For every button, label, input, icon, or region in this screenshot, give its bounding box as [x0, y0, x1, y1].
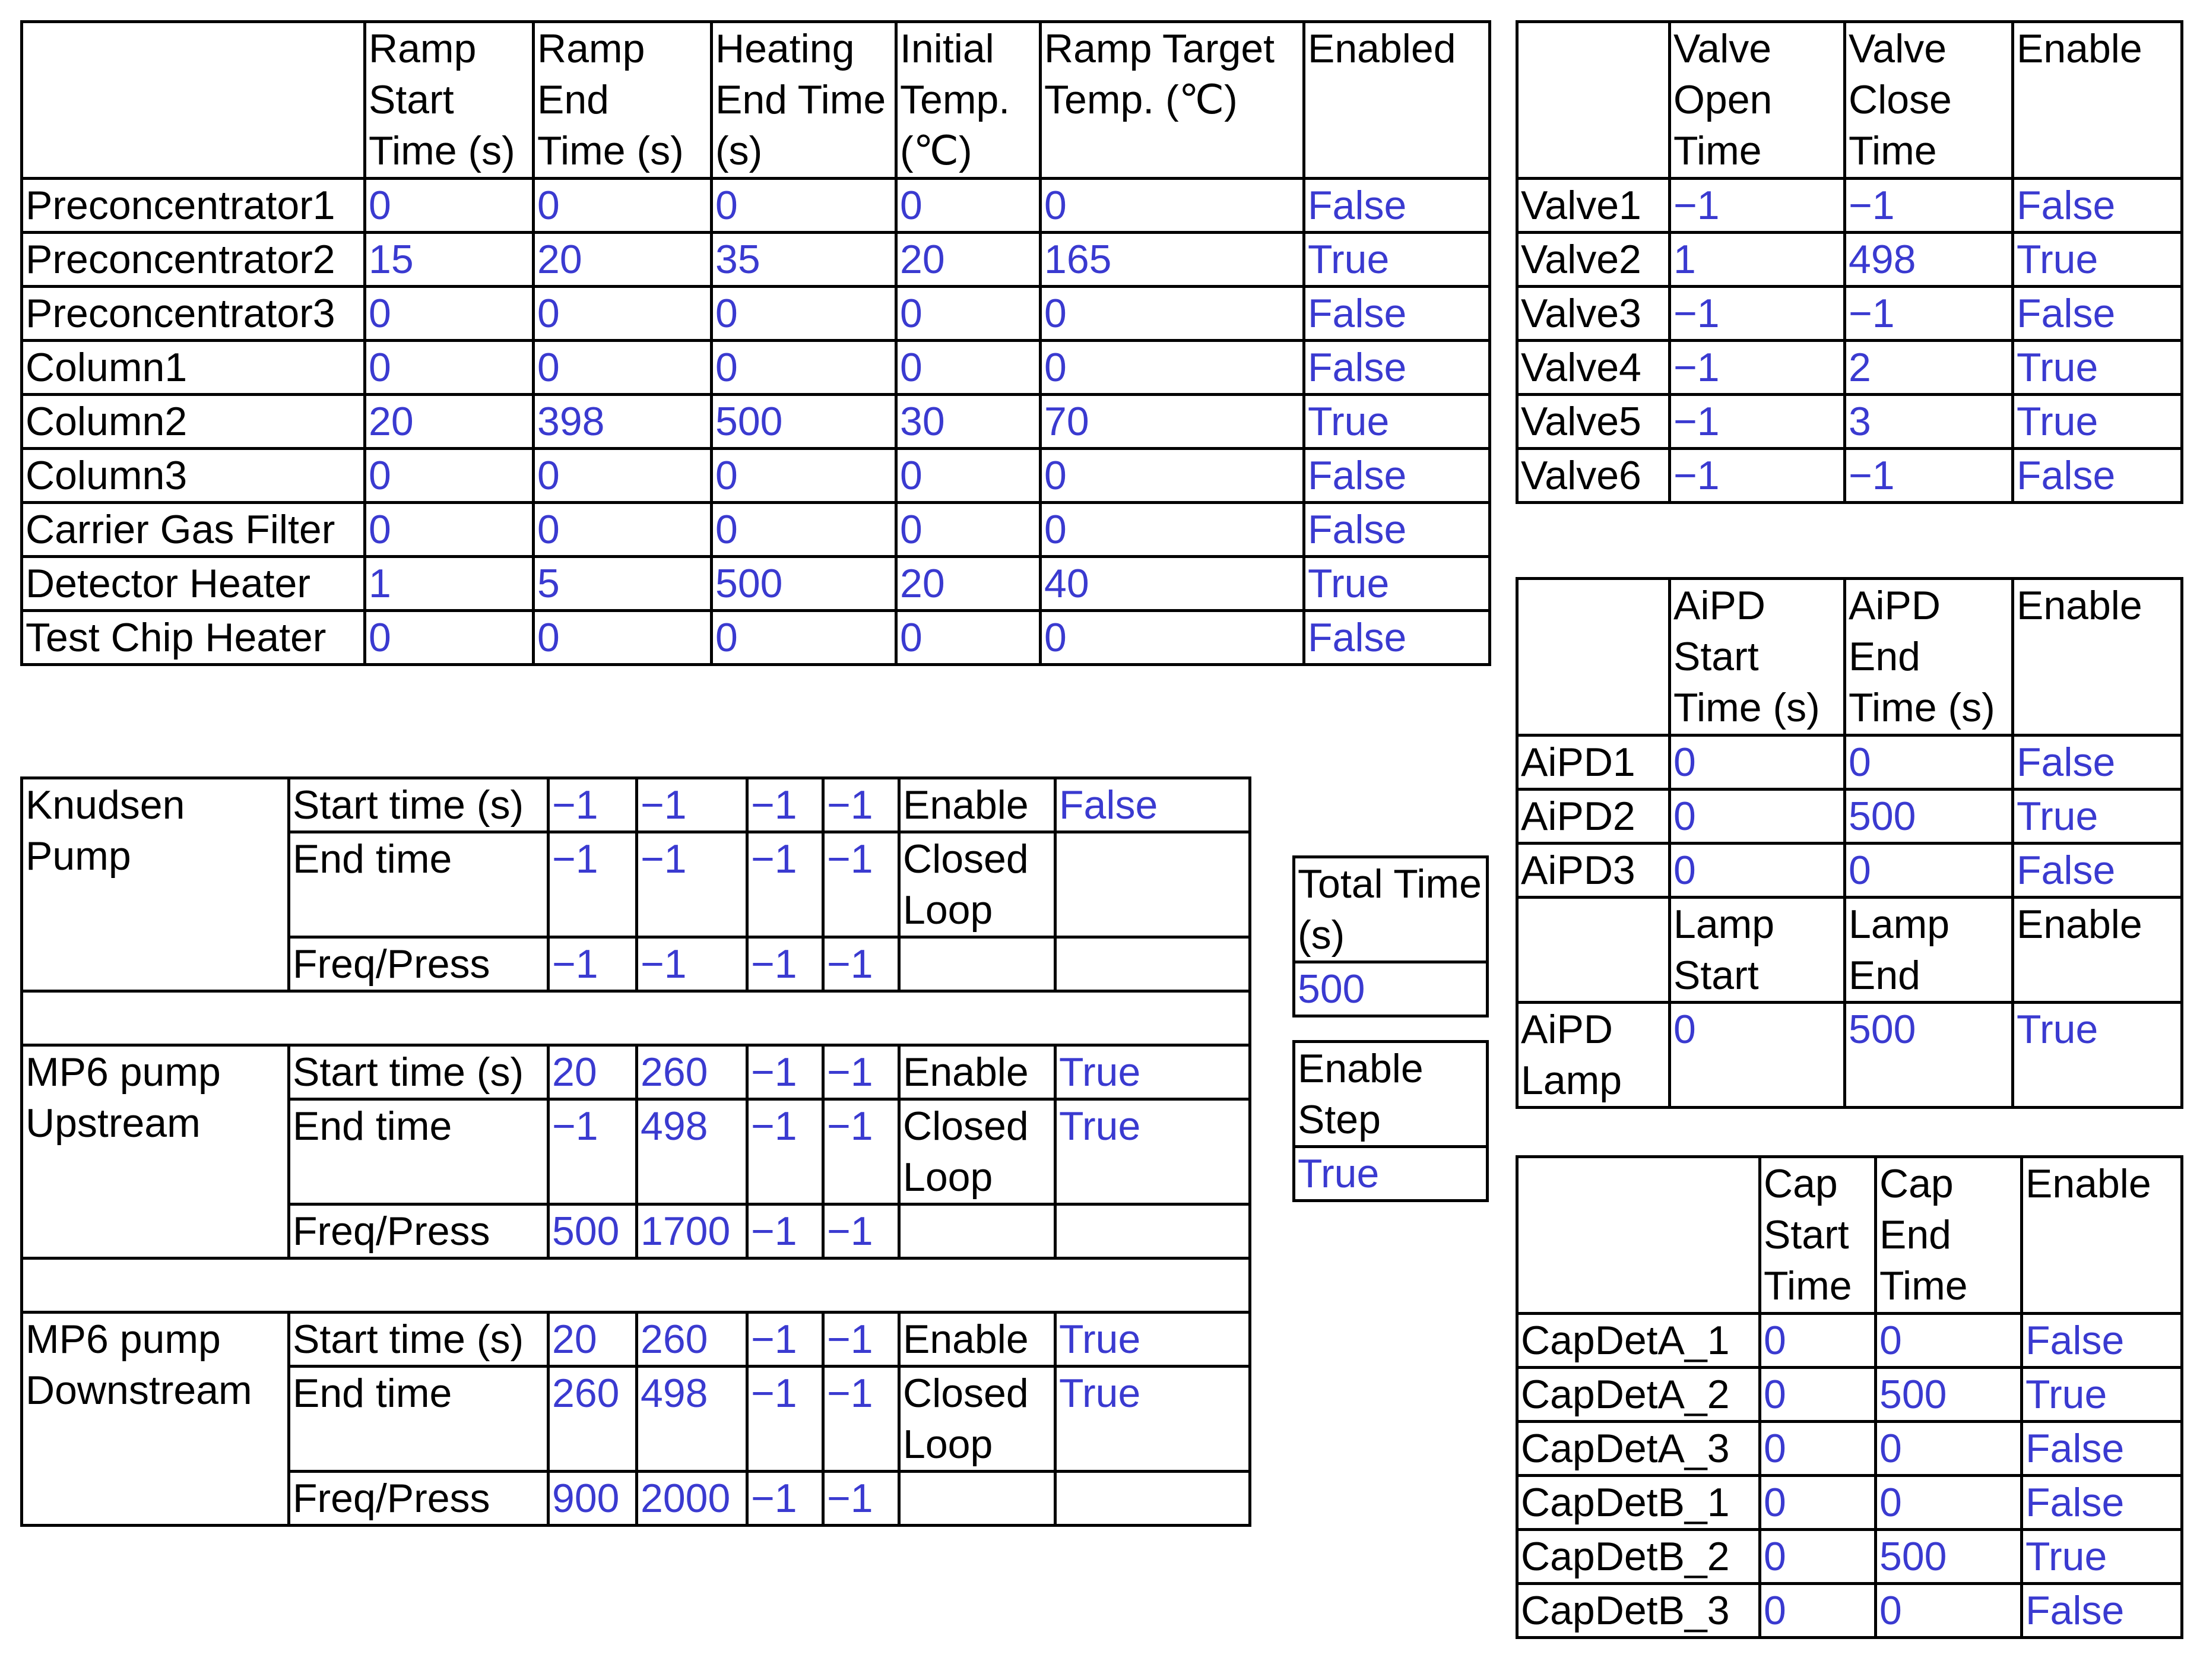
row-label: End time	[289, 1367, 549, 1472]
capdet-table	[1516, 1155, 2183, 1639]
value-cell[interactable]: 20	[534, 233, 712, 287]
value-cell[interactable]: 0	[1876, 1476, 2022, 1530]
pump-table-body	[22, 778, 1250, 1526]
value-cell[interactable]: 498	[637, 1099, 747, 1204]
column-header: AiPD Start Time (s)	[1670, 579, 1845, 736]
row-label: CapDetA_1	[1517, 1314, 1760, 1368]
row-label: CapDetA_3	[1517, 1422, 1760, 1476]
enable-label: Enable	[899, 778, 1055, 832]
value-cell[interactable]: False	[1304, 179, 1490, 233]
closed-loop-label: Closed Loop	[899, 1367, 1055, 1472]
value-cell[interactable]: −1	[747, 1045, 823, 1099]
value-cell[interactable]: 500	[1876, 1368, 2022, 1422]
value-cell[interactable]: 0	[1041, 611, 1304, 665]
header-row	[1517, 579, 2182, 736]
value-cell[interactable]: True	[2022, 1368, 2182, 1422]
row-label: End time	[289, 1099, 549, 1204]
value-cell[interactable]: 1700	[637, 1204, 747, 1259]
value-cell[interactable]: 260	[549, 1367, 637, 1472]
table-row	[1517, 287, 2182, 341]
value-cell[interactable]: −1	[1670, 179, 1845, 233]
closed-loop-value[interactable]: True	[1055, 1099, 1250, 1204]
valve-table	[1516, 20, 2183, 504]
table-row	[22, 395, 1490, 449]
value-cell[interactable]: 500	[712, 557, 896, 611]
value-cell[interactable]: 0	[1041, 341, 1304, 395]
value-cell[interactable]: 20	[896, 557, 1041, 611]
value-cell[interactable]: −1	[637, 832, 747, 937]
value-cell[interactable]: 500	[1845, 1003, 2013, 1108]
row-label: Freq/Press	[289, 937, 549, 991]
value-cell[interactable]: 15	[365, 233, 534, 287]
value-cell[interactable]: 0	[365, 341, 534, 395]
pump-name: Knudsen Pump	[22, 778, 289, 991]
table-row	[1517, 1584, 2182, 1638]
row-label: Start time (s)	[289, 1313, 549, 1367]
value-cell[interactable]: True	[2013, 1003, 2182, 1108]
value-cell[interactable]: −1	[747, 1204, 823, 1259]
row-label: End time	[289, 832, 549, 937]
row-label: CapDetB_1	[1517, 1476, 1760, 1530]
table-row	[22, 557, 1490, 611]
value-cell[interactable]: 0	[1760, 1530, 1876, 1584]
value-cell[interactable]: 0	[365, 611, 534, 665]
column-header: Lamp Start	[1670, 898, 1845, 1003]
column-header: Ramp End Time (s)	[534, 22, 712, 179]
value-cell[interactable]: 5	[534, 557, 712, 611]
table-row	[1517, 179, 2182, 233]
value-cell[interactable]: True	[2013, 790, 2182, 844]
header-row	[1517, 22, 2182, 179]
table-row	[1517, 1314, 2182, 1368]
value-cell[interactable]: False	[1304, 341, 1490, 395]
column-header	[1517, 898, 1670, 1003]
value-cell[interactable]: −1	[823, 1099, 899, 1204]
value-cell[interactable]: 900	[549, 1472, 637, 1526]
empty-cell	[899, 1472, 1055, 1526]
column-header: Cap End Time	[1876, 1157, 2022, 1314]
value-cell[interactable]: False	[1304, 449, 1490, 503]
value-cell[interactable]: −1	[1845, 287, 2013, 341]
value-cell[interactable]: −1	[1670, 341, 1845, 395]
value-cell[interactable]: −1	[549, 832, 637, 937]
value-cell[interactable]: 0	[1041, 449, 1304, 503]
value-cell[interactable]: −1	[1845, 449, 2013, 503]
column-header	[22, 22, 365, 179]
column-header: Enable	[2013, 579, 2182, 736]
value-cell[interactable]: True	[2013, 233, 2182, 287]
empty-cell	[899, 937, 1055, 991]
row-label: Valve2	[1517, 233, 1670, 287]
table-row	[22, 611, 1490, 665]
value-cell[interactable]: False	[2013, 179, 2182, 233]
row-label: Freq/Press	[289, 1472, 549, 1526]
row-label: Preconcentrator1	[22, 179, 365, 233]
row-label: AiPD1	[1517, 736, 1670, 790]
value-cell[interactable]: 0	[1876, 1314, 2022, 1368]
value-cell[interactable]: True	[2022, 1530, 2182, 1584]
value-cell[interactable]: 3	[1845, 395, 2013, 449]
pump-table	[20, 776, 1251, 1527]
value-cell[interactable]: −1	[747, 1472, 823, 1526]
empty-cell	[1055, 1204, 1250, 1259]
value-cell[interactable]: 0	[534, 503, 712, 557]
value-cell[interactable]: −1	[823, 778, 899, 832]
value-cell[interactable]: False	[1304, 611, 1490, 665]
lamp-header-row	[1517, 898, 2182, 1003]
row-label: CapDetA_2	[1517, 1368, 1760, 1422]
column-header: Ramp Target Temp. (℃)	[1041, 22, 1304, 179]
value-cell[interactable]: 0	[896, 179, 1041, 233]
value-cell[interactable]: 0	[712, 341, 896, 395]
value-cell[interactable]: False	[2013, 844, 2182, 898]
value-cell[interactable]: 20	[896, 233, 1041, 287]
value-cell[interactable]: 500	[712, 395, 896, 449]
row-label: Carrier Gas Filter	[22, 503, 365, 557]
value-cell[interactable]: 0	[1876, 1422, 2022, 1476]
value-cell[interactable]: 0	[712, 449, 896, 503]
value-cell[interactable]: 0	[365, 287, 534, 341]
column-header: Enable	[2013, 22, 2182, 179]
column-header: Lamp End	[1845, 898, 2013, 1003]
value-cell[interactable]: 0	[896, 449, 1041, 503]
enable-step-label: Enable Step	[1294, 1042, 1488, 1147]
table-row	[1517, 1422, 2182, 1476]
value-cell[interactable]: 0	[1876, 1584, 2022, 1638]
value-cell[interactable]: −1	[823, 1045, 899, 1099]
value-cell[interactable]: −1	[549, 937, 637, 991]
column-header: Enable	[2013, 898, 2182, 1003]
value-cell[interactable]: 0	[1760, 1422, 1876, 1476]
value-cell[interactable]: 0	[365, 503, 534, 557]
total-time-box	[1292, 855, 1489, 1017]
column-header: Valve Open Time	[1670, 22, 1845, 179]
value-cell[interactable]: 0	[365, 179, 534, 233]
aipd-table-body	[1517, 579, 2182, 1108]
capdet-table-body	[1517, 1157, 2182, 1638]
value-cell[interactable]: −1	[823, 832, 899, 937]
value-cell[interactable]: −1	[823, 937, 899, 991]
enable-step-value[interactable]: True	[1294, 1147, 1488, 1201]
value-cell[interactable]: 0	[1041, 179, 1304, 233]
table-row	[1517, 1476, 2182, 1530]
row-label: Detector Heater	[22, 557, 365, 611]
closed-loop-label: Closed Loop	[899, 832, 1055, 937]
value-cell[interactable]: 40	[1041, 557, 1304, 611]
table-row	[1517, 233, 2182, 287]
value-cell[interactable]: −1	[1670, 395, 1845, 449]
value-cell[interactable]: 35	[712, 233, 896, 287]
value-cell[interactable]: 0	[712, 503, 896, 557]
row-label: Preconcentrator2	[22, 233, 365, 287]
column-header: Cap Start Time	[1760, 1157, 1876, 1314]
column-header	[1517, 1157, 1760, 1314]
table-row	[1517, 1368, 2182, 1422]
empty-cell	[1055, 937, 1250, 991]
table-row	[22, 179, 1490, 233]
value-cell[interactable]: −1	[747, 937, 823, 991]
value-cell[interactable]: False	[2022, 1476, 2182, 1530]
value-cell[interactable]: −1	[549, 778, 637, 832]
empty-cell	[1055, 1472, 1250, 1526]
value-cell[interactable]: 260	[637, 1313, 747, 1367]
value-cell[interactable]: 500	[1876, 1530, 2022, 1584]
pump-start-row	[22, 1045, 1250, 1099]
value-cell[interactable]: −1	[823, 1204, 899, 1259]
value-cell[interactable]: 0	[1670, 736, 1845, 790]
value-cell[interactable]: False	[1304, 503, 1490, 557]
table-row	[1517, 844, 2182, 898]
aipd-table	[1516, 577, 2183, 1109]
enable-label: Enable	[899, 1045, 1055, 1099]
value-cell[interactable]: 0	[534, 179, 712, 233]
row-label: Freq/Press	[289, 1204, 549, 1259]
row-label: Column3	[22, 449, 365, 503]
value-cell[interactable]: 0	[1670, 1003, 1845, 1108]
heater-table-body	[22, 22, 1490, 665]
value-cell[interactable]: False	[2022, 1314, 2182, 1368]
value-cell[interactable]: 2000	[637, 1472, 747, 1526]
value-cell[interactable]: 0	[712, 611, 896, 665]
value-cell[interactable]: False	[2013, 287, 2182, 341]
pump-start-row	[22, 1313, 1250, 1367]
value-cell[interactable]: 1	[365, 557, 534, 611]
row-label: Valve3	[1517, 287, 1670, 341]
value-cell[interactable]: −1	[1670, 449, 1845, 503]
value-cell[interactable]: 20	[549, 1045, 637, 1099]
table-row	[22, 233, 1490, 287]
valve-table-body	[1517, 22, 2182, 503]
value-cell[interactable]: 0	[712, 179, 896, 233]
value-cell[interactable]: 0	[1760, 1368, 1876, 1422]
table-row	[1517, 1530, 2182, 1584]
total-time-label: Total Time (s)	[1294, 857, 1488, 962]
column-header: AiPD End Time (s)	[1845, 579, 2013, 736]
column-header: Valve Close Time	[1845, 22, 2013, 179]
enable-value[interactable]: True	[1055, 1045, 1250, 1099]
closed-loop-label: Closed Loop	[899, 1099, 1055, 1204]
value-cell[interactable]: True	[2013, 341, 2182, 395]
value-cell[interactable]: −1	[823, 1472, 899, 1526]
column-header: Heating End Time (s)	[712, 22, 896, 179]
value-cell[interactable]: 30	[896, 395, 1041, 449]
column-header	[1517, 22, 1670, 179]
value-cell[interactable]: −1	[747, 778, 823, 832]
value-cell[interactable]: True	[1304, 233, 1490, 287]
spacer-cell	[22, 991, 1250, 1045]
value-cell[interactable]: 260	[637, 1045, 747, 1099]
row-label: Column2	[22, 395, 365, 449]
row-label: AiPD Lamp	[1517, 1003, 1670, 1108]
value-cell[interactable]: −1	[823, 1367, 899, 1472]
closed-loop-value[interactable]: True	[1055, 1367, 1250, 1472]
table-row	[1517, 395, 2182, 449]
value-cell[interactable]: 0	[1760, 1476, 1876, 1530]
value-cell[interactable]: 0	[534, 611, 712, 665]
enable-label: Enable	[899, 1313, 1055, 1367]
spacer-row	[22, 1259, 1250, 1313]
value-cell[interactable]: 0	[1670, 790, 1845, 844]
closed-loop-value[interactable]	[1055, 832, 1250, 937]
row-label: AiPD2	[1517, 790, 1670, 844]
value-cell[interactable]: 0	[534, 449, 712, 503]
lamp-row	[1517, 1003, 2182, 1108]
pump-start-row	[22, 778, 1250, 832]
value-cell[interactable]: −1	[823, 1313, 899, 1367]
enable-value[interactable]: False	[1055, 778, 1250, 832]
table-row	[22, 503, 1490, 557]
value-cell[interactable]: −1	[637, 778, 747, 832]
total-time-value[interactable]: 500	[1294, 962, 1488, 1016]
spacer-row	[22, 991, 1250, 1045]
column-header: Ramp Start Time (s)	[365, 22, 534, 179]
value-cell[interactable]: 0	[896, 611, 1041, 665]
table-row	[22, 287, 1490, 341]
table-row	[22, 341, 1490, 395]
value-cell[interactable]: 0	[365, 449, 534, 503]
column-header: Enabled	[1304, 22, 1490, 179]
empty-cell	[899, 1204, 1055, 1259]
value-cell[interactable]: 1	[1670, 233, 1845, 287]
row-label: CapDetB_2	[1517, 1530, 1760, 1584]
row-label: Valve4	[1517, 341, 1670, 395]
table-row	[1517, 736, 2182, 790]
row-label: Preconcentrator3	[22, 287, 365, 341]
value-cell[interactable]: 0	[1041, 503, 1304, 557]
column-header: Enable	[2022, 1157, 2182, 1314]
value-cell[interactable]: 0	[1760, 1584, 1876, 1638]
value-cell[interactable]: −1	[1845, 179, 2013, 233]
row-label: AiPD3	[1517, 844, 1670, 898]
value-cell[interactable]: −1	[747, 1367, 823, 1472]
row-label: Test Chip Heater	[22, 611, 365, 665]
row-label: Valve6	[1517, 449, 1670, 503]
value-cell[interactable]: 0	[896, 341, 1041, 395]
row-label: Valve1	[1517, 179, 1670, 233]
table-row	[22, 449, 1490, 503]
value-cell[interactable]: 20	[365, 395, 534, 449]
value-cell[interactable]: 0	[1845, 844, 2013, 898]
row-label: CapDetB_3	[1517, 1584, 1760, 1638]
enable-value[interactable]: True	[1055, 1313, 1250, 1367]
value-cell[interactable]: 165	[1041, 233, 1304, 287]
value-cell[interactable]: 0	[534, 287, 712, 341]
value-cell[interactable]: −1	[549, 1099, 637, 1204]
value-cell[interactable]: −1	[1670, 287, 1845, 341]
value-cell[interactable]: False	[2013, 736, 2182, 790]
header-row	[1517, 1157, 2182, 1314]
value-cell[interactable]: False	[2013, 449, 2182, 503]
table-row	[1517, 790, 2182, 844]
row-label: Column1	[22, 341, 365, 395]
value-cell[interactable]: 0	[1670, 844, 1845, 898]
enable-step-box	[1292, 1040, 1489, 1202]
row-label: Valve5	[1517, 395, 1670, 449]
heater-table	[20, 20, 1491, 666]
header-row	[22, 22, 1490, 179]
value-cell[interactable]: 498	[1845, 233, 2013, 287]
value-cell[interactable]: 0	[1760, 1314, 1876, 1368]
value-cell[interactable]: 500	[549, 1204, 637, 1259]
value-cell[interactable]: 2	[1845, 341, 2013, 395]
value-cell[interactable]: 20	[549, 1313, 637, 1367]
row-label: Start time (s)	[289, 1045, 549, 1099]
value-cell[interactable]: False	[1304, 287, 1490, 341]
value-cell[interactable]: True	[1304, 395, 1490, 449]
value-cell[interactable]: 0	[712, 287, 896, 341]
column-header: Initial Temp. (℃)	[896, 22, 1041, 179]
value-cell[interactable]: 398	[534, 395, 712, 449]
value-cell[interactable]: −1	[747, 1099, 823, 1204]
row-label: Start time (s)	[289, 778, 549, 832]
value-cell[interactable]: 0	[1845, 736, 2013, 790]
value-cell[interactable]: −1	[637, 937, 747, 991]
table-row	[1517, 449, 2182, 503]
value-cell[interactable]: 500	[1845, 790, 2013, 844]
spacer-cell	[22, 1259, 1250, 1313]
value-cell[interactable]: False	[2022, 1584, 2182, 1638]
table-row	[1517, 341, 2182, 395]
value-cell[interactable]: False	[2022, 1422, 2182, 1476]
value-cell[interactable]: 0	[534, 341, 712, 395]
value-cell[interactable]: 498	[637, 1367, 747, 1472]
value-cell[interactable]: −1	[747, 1313, 823, 1367]
column-header	[1517, 579, 1670, 736]
value-cell[interactable]: 0	[896, 503, 1041, 557]
value-cell[interactable]: True	[2013, 395, 2182, 449]
value-cell[interactable]: 0	[896, 287, 1041, 341]
value-cell[interactable]: 70	[1041, 395, 1304, 449]
pump-name: MP6 pump Upstream	[22, 1045, 289, 1259]
value-cell[interactable]: True	[1304, 557, 1490, 611]
value-cell[interactable]: 0	[1041, 287, 1304, 341]
pump-name: MP6 pump Downstream	[22, 1313, 289, 1526]
value-cell[interactable]: −1	[747, 832, 823, 937]
